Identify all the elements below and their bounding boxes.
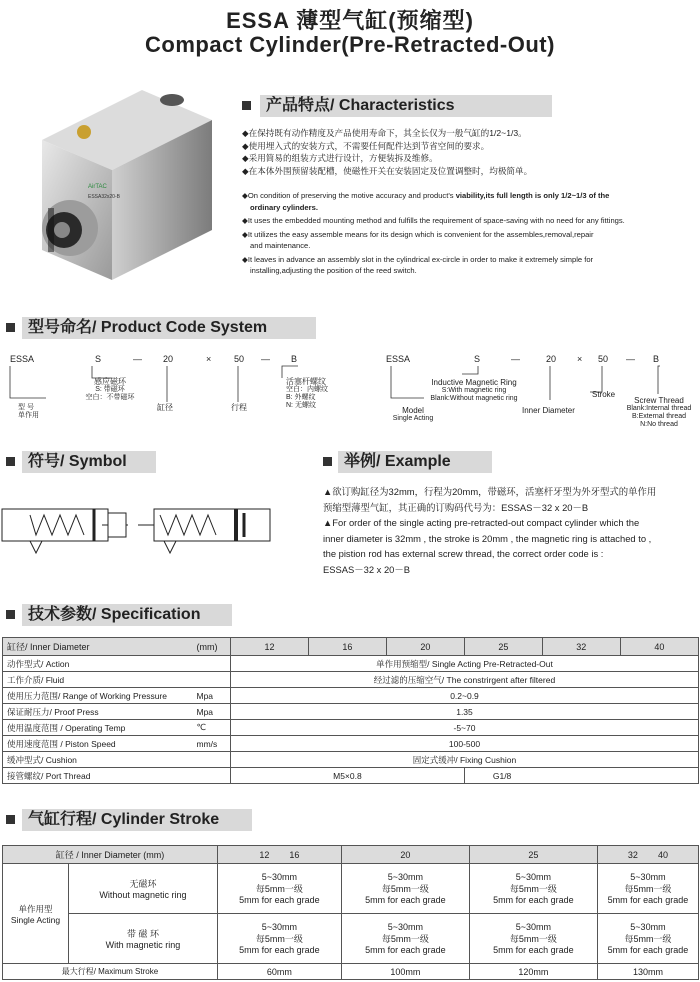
char-en-1c: ordinary cylinders. — [250, 202, 318, 212]
stroke-table — [2, 845, 699, 980]
stroke-max-20: 100mm — [341, 964, 469, 980]
example-en-4: ESSAS－32 x 20－B — [323, 563, 411, 575]
code-cn-model: ESSA — [10, 354, 35, 364]
spec-size-12: 12 — [231, 638, 309, 656]
spec-row: 动作型式/ Action 单作用预缩型/ Single Acting Pre-Retracted-Out — [3, 656, 699, 672]
code-en-model: ESSA — [386, 354, 411, 364]
char-en-3c: and maintenance. — [250, 241, 311, 250]
example-en-3: the pistion rod has external screw thread, the correct order code is : — [323, 548, 604, 559]
code-en-thread-label: Screw Thread Blank:Internal thread B:External thread N:No thread — [626, 396, 692, 428]
stroke-header-32-40: 32 40 — [597, 846, 698, 864]
spec-row-port: 接管螺纹/ Port Thread M5×0.8 G1/8 — [3, 768, 699, 784]
section-square-icon — [242, 101, 251, 110]
section-square-icon — [6, 323, 15, 332]
stroke-type: 单作用型 Single Acting — [3, 864, 69, 964]
code-cn-thread-label: 活塞杆螺纹 空白：内螺纹 B: 外螺纹 N: 无螺纹 — [286, 377, 328, 409]
spec-size-20: 20 — [386, 638, 464, 656]
stroke-max-12-16: 60mm — [217, 964, 341, 980]
code-en-ring: S — [474, 354, 481, 364]
characteristics-heading: 产品特点/ Characteristics — [260, 95, 552, 117]
char-cn-4: ◆在本体外围预留装配槽，使磁性开关在安装固定及位置调整时，均极简单。 — [242, 165, 533, 176]
title-en: Compact Cylinder(Pre-Retracted-Out) — [145, 32, 555, 57]
stroke-row-max — [3, 964, 699, 980]
code-cn-thread: B — [291, 354, 298, 364]
stroke-without-label: 无磁环 Without magnetic ring — [69, 864, 218, 914]
char-en-1a: ◆On condition of preserving the motive accuracy and product's — [242, 191, 456, 200]
code-en-dash2: — — [626, 354, 635, 364]
code-cn-bore-label: 缸径 — [157, 403, 173, 412]
char-en-1b: viability,its full length is only 1/2~1/3 of the — [455, 191, 610, 200]
stroke-max-32-40: 130mm — [597, 964, 698, 980]
spec-size-16: 16 — [308, 638, 386, 656]
stroke-header-20: 20 — [341, 846, 469, 864]
specification-heading: 技术参数/ Specification — [22, 604, 232, 626]
code-cn-dash1: — — [133, 354, 142, 364]
code-en-times: × — [577, 354, 583, 364]
code-en-stroke-label: Stroke — [592, 390, 616, 399]
example-cn-1: ▲欲订购缸径为32mm，行程为20mm，带磁环，活塞杆牙型为外牙型式的单作用 — [323, 486, 657, 497]
characteristics-en — [242, 190, 700, 277]
code-en-thread: B — [653, 354, 660, 364]
example-heading: 举例/ Example — [338, 451, 492, 473]
stroke-header-12-16: 12 16 — [217, 846, 341, 864]
code-cn-ring: S — [95, 354, 102, 364]
code-cn-ring-label: 感应磁环 S: 带磁环 空白：不带磁环 — [85, 377, 135, 401]
stroke-header-row — [3, 846, 699, 864]
specification-table — [2, 637, 699, 784]
spec-row: 工作介质/ Fluid 经过滤的压缩空气/ The constrirgent after filtered — [3, 672, 699, 688]
code-en-model-label: Model Single Acting — [392, 406, 434, 422]
stroke-header-label: 缸径 / Inner Diameter (mm) — [3, 846, 218, 864]
cylinder-product-image — [12, 80, 228, 280]
char-en-3: ◆It utilizes the easy assemble means for its design which is convenient for the assembles,removal,repair — [242, 229, 594, 239]
char-en-2: ◆It uses the embedded mounting method and fulfills the requirement of space-saving with no need for any fittings. — [242, 216, 625, 225]
characteristics-list — [242, 127, 692, 177]
char-en-4: ◆It leaves in advance an assembly slot in the cylindrical ex-circle in order to make it extremely simple for — [242, 254, 594, 264]
example-cn-2: 预缩型薄型气缸，其正确的订购码代号为：ESSAS－32 x 20－B — [323, 501, 589, 513]
spec-row: 使用速度范围 / Piston Speed mm/s 100-500 — [3, 736, 699, 752]
example-en-2: inner diameter is 32mm , the stroke is 20mm , the magnetic ring is attached to , — [323, 532, 652, 544]
example-text — [323, 484, 699, 577]
spec-header-label: 缸径/ Inner Diameter — [3, 638, 193, 656]
symbol-heading: 符号/ Symbol — [22, 451, 156, 473]
code-en-bore: 20 — [546, 354, 557, 364]
cylinder-symbol — [0, 495, 280, 565]
spec-size-25: 25 — [464, 638, 542, 656]
section-square-icon — [6, 457, 15, 466]
char-cn-1: ◆在保持既有动作精度及产品使用寿命下，其全长仅为一般气缸的1/2~1/3。 — [242, 128, 527, 138]
stroke-row-without: 单作用型 Single Acting 无磁环 Without magnetic ring 5~30mm 每5mm一级 5mm for each grade 5~30mm 每5mm一级 5mm for each grade 5~30mm 每5mm一级 5mm for each grade 5~30mm 每5mm一级 5mm for each grade — [3, 864, 699, 914]
code-cn-dash2: — — [261, 354, 270, 364]
section-square-icon — [323, 457, 332, 466]
code-en-ring-label: Inductive Magnetic Ring S:With magnetic ring Blank:Without magnetic ring — [430, 378, 518, 402]
stroke-with-label: 带 磁 环 With magnetic ring — [69, 914, 218, 964]
code-cn-model-label: 型 号 单作用 — [18, 404, 39, 419]
spec-header-row — [3, 638, 699, 656]
code-en-dash1: — — [511, 354, 520, 364]
stroke-header-25: 25 — [469, 846, 597, 864]
example-en-1: ▲For order of the single acting pre-retracted-out compact cylinder which the — [323, 517, 640, 528]
product-code-heading: 型号命名/ Product Code System — [22, 317, 316, 339]
stroke-max-25: 120mm — [469, 964, 597, 980]
stroke-heading: 气缸行程/ Cylinder Stroke — [22, 809, 252, 831]
char-cn-3: ◆采用简易的组装方式进行设计，方便装拆及维修。 — [242, 153, 438, 163]
stroke-row-with: 带 磁 环 With magnetic ring 5~30mm 每5mm一级 5mm for each grade 5~30mm 每5mm一级 5mm for each grade 5~30mm 每5mm一级 5mm for each grade 5~30mm 每5mm一级 5mm for each grade — [3, 914, 699, 964]
code-en-stroke: 50 — [598, 354, 609, 364]
char-en-4c: installing,adjusting the position of the reed switch. — [250, 266, 417, 275]
product-model-label: ESSA32x20-B — [88, 194, 120, 200]
spec-row: 使用压力范围/ Range of Working Pressure Mpa 0.2~0.9 — [3, 688, 699, 704]
char-cn-2: ◆使用埋入式的安装方式，不需要任何配件达到节省空间的要求。 — [242, 140, 490, 151]
code-cn-times: × — [206, 354, 212, 364]
code-en-bore-label: Inner Diameter — [522, 406, 575, 415]
spec-row: 缓冲型式/ Cushion 固定式缓冲/ Fixing Cushion — [3, 752, 699, 768]
title-cn: ESSA 薄型气缸(预缩型) — [226, 8, 474, 33]
code-cn-stroke-label: 行程 — [231, 403, 247, 412]
product-brand-label: AirTAC — [88, 184, 107, 190]
spec-size-40: 40 — [620, 638, 698, 656]
code-cn-stroke: 50 — [234, 354, 245, 364]
code-cn-bore: 20 — [163, 354, 174, 364]
stroke-max-label: 最大行程/ Maximum Stroke — [3, 964, 218, 980]
section-square-icon — [6, 815, 15, 824]
section-square-icon — [6, 610, 15, 619]
spec-size-32: 32 — [542, 638, 620, 656]
spec-row: 使用温度范围 / Operating Temp ℃ -5~70 — [3, 720, 699, 736]
spec-header-unit: (mm) — [193, 638, 231, 656]
spec-row: 保证耐压力/ Proof Press Mpa 1.35 — [3, 704, 699, 720]
